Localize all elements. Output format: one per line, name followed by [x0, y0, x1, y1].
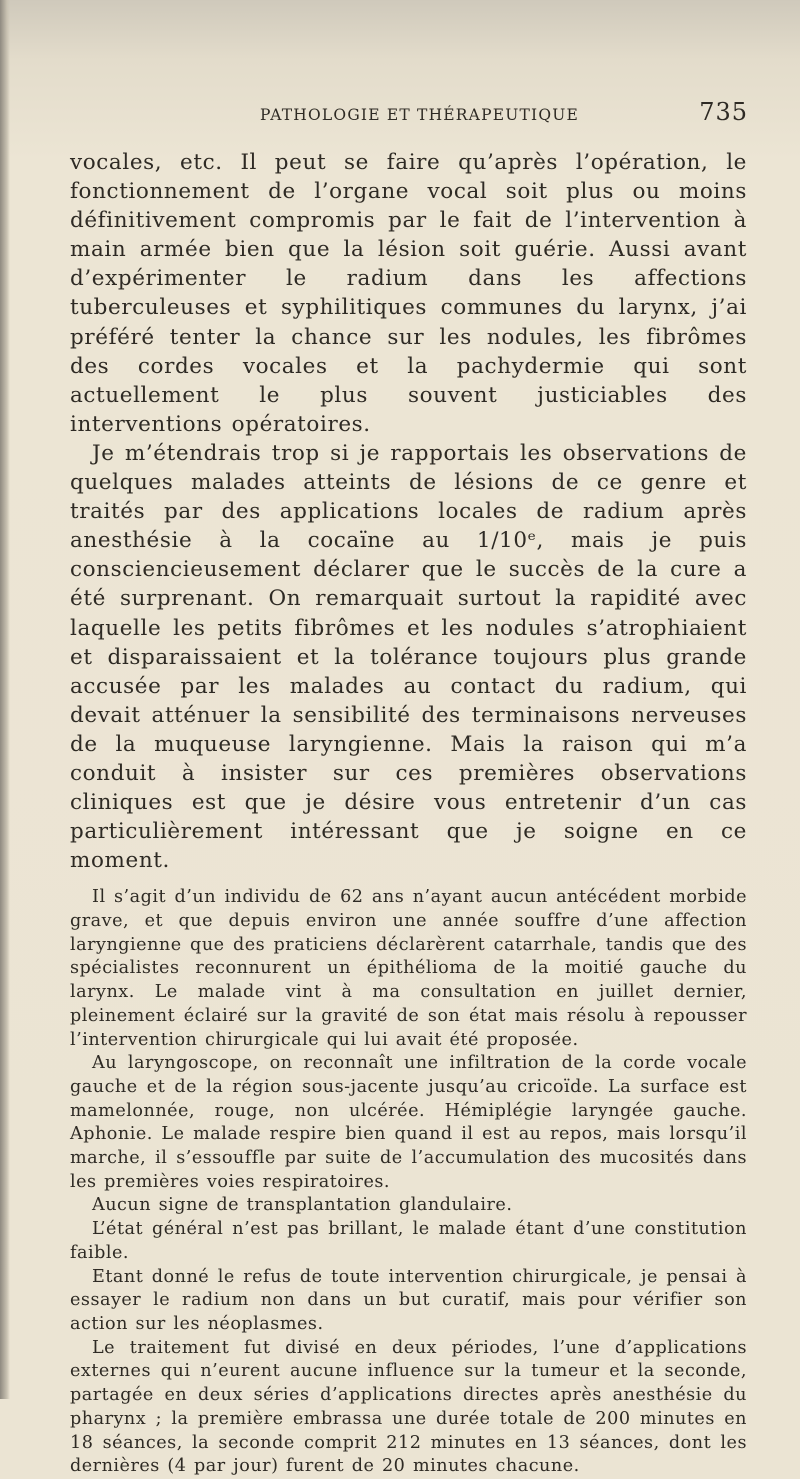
paragraph: L’état général n’est pas brillant, le malade étant d’une constitution faible. [70, 1219, 747, 1263]
paragraph: Je m’étendrais trop si je rapportais les observations de quelques malades atteints de lésions de ce genre et traités par des applications locales de radium après anesthésie à la cocaïne au 1/10ᵉ, mais je puis consciencieusement déclarer que le succès de la cure a été surprenant. On remarquait surtout la rapidité avec laquelle les petits fibrômes et les nodules s’atrophiaient et disparaissaient et la tolérance toujours plus grande accusée par les malades au contact du radium, qui devait atténuer la sensibilité des terminaisons nerveuses de la muqueuse laryngienne. Mais la raison qui m’a conduit à insister sur ces premières observations cliniques est que je désire vous entretenir d’un cas particulièrement intéressant que je soigne en ce moment. [70, 440, 747, 874]
running-title: PATHOLOGIE ET THÉRAPEUTIQUE [260, 106, 580, 124]
paragraph: vocales, etc. Il peut se faire qu’après l’opération, le fonctionnement de l’organe vocal soit plus ou moins définitivement compromis par le fait de l’intervention à main armée bien que la lésion soit guérie. Aussi avant d’expérimenter le radium dans les affections tuberculeuses et syphilitiques communes du larynx, j’ai préféré tenter la chance sur les nodules, les fibrômes des cordes vocales et la pachydermie qui sont actuellement le plus souvent justiciables des interventions opératoires. [70, 150, 747, 437]
paragraph: Aucun signe de transplantation glandulaire. [92, 1195, 513, 1216]
case-report-block [70, 886, 747, 1479]
paragraph: Au laryngoscope, on reconnaît une infiltration de la corde vocale gauche et de la région sous-jacente jusqu’au cricoïde. La surface est mamelonnée, rouge, non ulcérée. Hémiplégie laryngée gauche. Aphonie. Le malade respire bien quand il est au repos, mais lorsqu’il marche, il s’essouffle par suite de l’accumulation des mucosités dans les premières voies respiratoires. [70, 1053, 747, 1192]
paragraph: Il s’agit d’un individu de 62 ans n’ayant aucun antécédent morbide grave, et que depuis environ une année souffre d’une affection laryngienne que des praticiens déclarèrent catarrhale, tandis que des spécialistes reconnurent un épithélioma de la moitié gauche du larynx. Le malade vint à ma consultation en juillet dernier, pleinement éclairé sur la gravité de son état mais résolu à repousser l’intervention chirurgicale qui lui avait été proposée. [70, 887, 747, 1050]
paragraph: Le traitement fut divisé en deux périodes, l’une d’applications externes qui n’eurent aucune influence sur la tumeur et la seconde, partagée en deux séries d’applications directes après anesthésie du pharynx ; la première embrassa une durée totale de 200 minutes en 18 séances, la seconde comprit 212 minutes en 13 séances, dont les dernières (4 par jour) furent de 20 minutes chacune. [70, 1337, 747, 1477]
page-header [70, 96, 748, 136]
page-number: 735 [699, 98, 748, 126]
main-text-block [70, 148, 747, 875]
paragraph: Etant donné le refus de toute intervention chirurgicale, je pensai à essayer le radium non dans un but curatif, mais pour vérifier son action sur les néoplasmes. [70, 1266, 747, 1334]
body-text [70, 148, 747, 1479]
page-spine-shadow [0, 0, 10, 1399]
